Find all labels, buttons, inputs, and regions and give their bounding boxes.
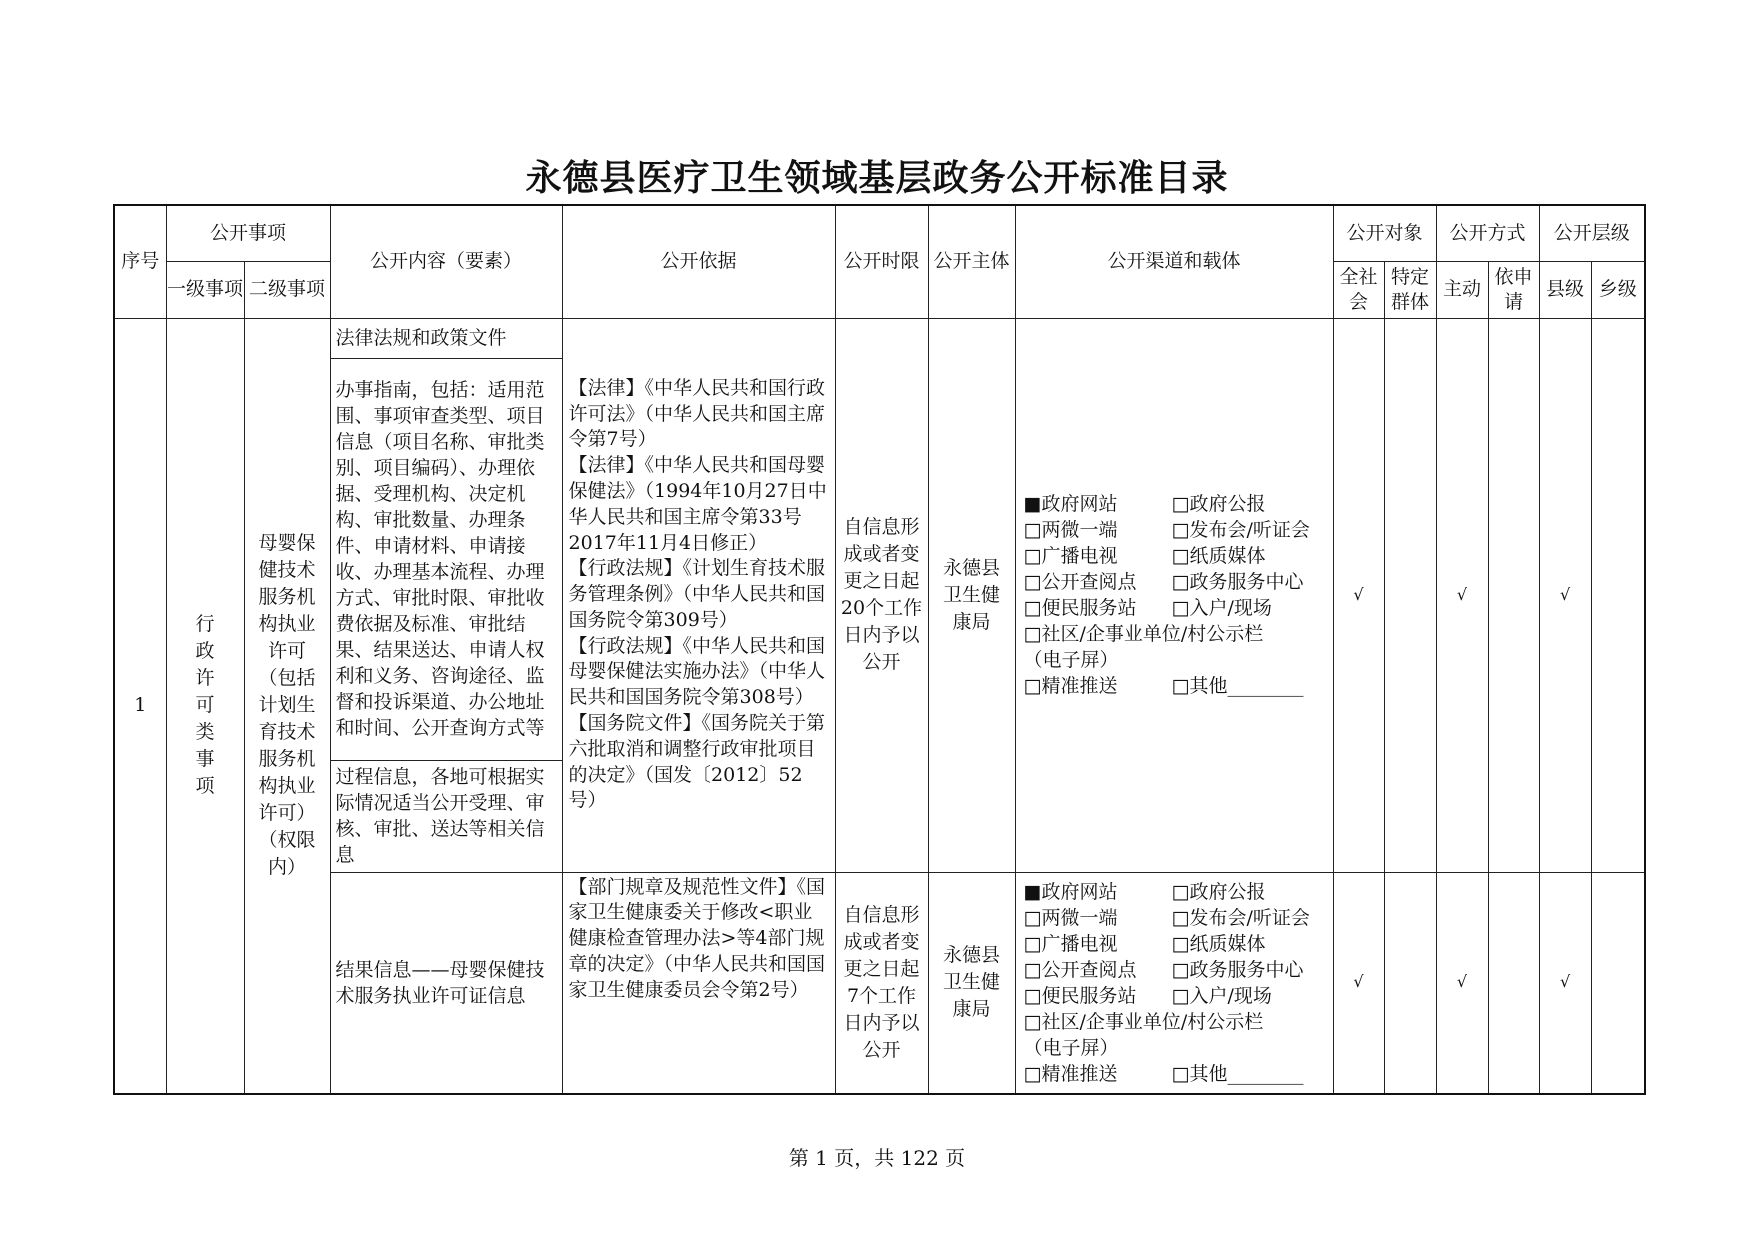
- empty-audience-specific-2: [1384, 872, 1436, 1094]
- header-channel: 公开渠道和载体: [1015, 205, 1333, 318]
- empty-level-town-2: [1591, 872, 1645, 1094]
- header-audience-group: 公开对象: [1333, 205, 1436, 261]
- cell-level2: 母婴保健技术服务机构执业许可（包括计划生育技术服务机构执业许可）（权限内）: [244, 318, 330, 1094]
- channel-community-board: □社区/企事业单位/村公示栏: [1023, 623, 1264, 645]
- header-audience-all: 全社会: [1333, 261, 1384, 318]
- content-law: 法律法规和政策文件: [330, 318, 562, 358]
- header-basis: 公开依据: [562, 205, 835, 318]
- channel-press-conf: □发布会/听证会: [1171, 519, 1310, 541]
- header-level1: 一级事项: [166, 261, 244, 318]
- header-item-group: 公开事项: [166, 205, 330, 261]
- channel-cell-1: [1015, 318, 1333, 872]
- channel-other: □其他________: [1171, 1062, 1304, 1085]
- channel-other: □其他________: [1171, 675, 1304, 697]
- channel-convenience-station: □便民服务站: [1023, 984, 1137, 1007]
- channel-two-micro: □两微一端: [1023, 519, 1118, 541]
- header-subject: 公开主体: [928, 205, 1015, 318]
- empty-method-request-2: [1488, 872, 1539, 1094]
- check-method-active-1: √: [1436, 318, 1488, 872]
- channel-gov-site: ■政府网站: [1023, 880, 1118, 903]
- channel-paper-media: □纸质媒体: [1171, 932, 1266, 955]
- header-level-group: 公开层级: [1539, 205, 1645, 261]
- header-content: 公开内容（要素）: [330, 205, 562, 318]
- basis-cell-top: [562, 318, 835, 872]
- check-method-active-2: √: [1436, 872, 1488, 1094]
- check-level-county-2: √: [1539, 872, 1591, 1094]
- basis-3: 【行政法规】《计划生育技术服务管理条例》（中华人民共和国国务院令第309号）: [568, 557, 826, 631]
- basis-5: 【国务院文件】《国务院关于第六批取消和调整行政审批项目的决定》（国发〔2012〕52号）: [568, 712, 826, 812]
- channel-broadcast: □广播电视: [1023, 545, 1118, 567]
- channel-broadcast: □广播电视: [1023, 932, 1118, 955]
- time-limit-1: 自信息形成或者变更之日起20个工作日内予以公开: [835, 318, 928, 872]
- header-level-county: 县级: [1539, 261, 1591, 318]
- header-method-request: 依申请: [1488, 261, 1539, 318]
- basis-4: 【行政法规】《中华人民共和国母婴保健法实施办法》（中华人民共和国国务院令第308号）: [568, 634, 826, 709]
- channel-community-board: □社区/企事业单位/村公示栏: [1023, 1010, 1264, 1033]
- channel-e-screen: （电子屏）: [1023, 649, 1119, 671]
- empty-method-request-1: [1488, 318, 1539, 872]
- header-level2: 二级事项: [244, 261, 330, 318]
- content-process: 过程信息，各地可根据实际情况适当公开受理、审核、审批、送达等相关信息: [330, 760, 562, 872]
- channel-door-to-door: □入户/现场: [1171, 597, 1272, 619]
- content-result: 结果信息——母婴保健技术服务执业许可证信息: [330, 872, 562, 1094]
- basis-1: 【法律】《中华人民共和国行政许可法》（中华人民共和国主席令第7号）: [568, 376, 826, 451]
- header-method-active: 主动: [1436, 261, 1488, 318]
- header-seq: 序号: [114, 205, 166, 318]
- channel-press-conf: □发布会/听证会: [1171, 906, 1310, 929]
- subject-2: 永德县卫生健康局: [928, 872, 1015, 1094]
- check-audience-all-1: √: [1333, 318, 1384, 872]
- catalog-table: [113, 204, 1646, 1095]
- empty-level-town-1: [1591, 318, 1645, 872]
- time-limit-2: 自信息形成或者变更之日起7个工作日内予以公开: [835, 872, 928, 1094]
- basis-6: 【部门规章及规范性文件】《国家卫生健康委关于修改<职业健康检查管理办法>等4部门规章的决定》（中华人民共和国国家卫生健康委员会令第2号）: [562, 872, 835, 1094]
- channel-gov-site: ■政府网站: [1023, 493, 1118, 515]
- channel-two-micro: □两微一端: [1023, 906, 1118, 929]
- empty-audience-specific-1: [1384, 318, 1436, 872]
- basis-2: 【法律】《中华人民共和国母婴保健法》（1994年10月27日中华人民共和国主席令第33号 2017年11月4日修正）: [568, 454, 827, 554]
- header-time-limit: 公开时限: [835, 205, 928, 318]
- channel-e-screen: （电子屏）: [1023, 1036, 1119, 1059]
- channel-public-reading: □公开查阅点: [1023, 571, 1137, 593]
- channel-public-reading: □公开查阅点: [1023, 958, 1137, 981]
- page-footer: 第 1 页，共 122 页: [788, 1146, 966, 1170]
- channel-cell-2: [1015, 872, 1333, 1094]
- channel-convenience-station: □便民服务站: [1023, 597, 1137, 619]
- header-audience-specific: 特定群体: [1384, 261, 1436, 318]
- channel-precise-push: □精准推送: [1023, 1062, 1118, 1085]
- channel-precise-push: □精准推送: [1023, 675, 1118, 697]
- channel-gov-gazette: □政府公报: [1171, 880, 1266, 903]
- subject-1: 永德县卫生健康局: [928, 318, 1015, 872]
- channel-service-center: □政务服务中心: [1171, 571, 1304, 593]
- page-title: 永德县医疗卫生领域基层政务公开标准目录: [525, 157, 1229, 199]
- channel-paper-media: □纸质媒体: [1171, 545, 1266, 567]
- content-guide: 办事指南，包括：适用范围、事项审查类型、项目信息（项目名称、审批类别、项目编码）、办理依据、受理机构、决定机构、审批数量、办理条件、申请材料、申请接收、办理基本流程、办理方式、审批时限、审批收费依据及标准、审批结果、结果送达、申请人权利和义务、咨询途径、监督和投诉渠道、办公地址和时间、公开查询方式等: [330, 358, 562, 760]
- check-audience-all-2: √: [1333, 872, 1384, 1094]
- header-method-group: 公开方式: [1436, 205, 1539, 261]
- check-level-county-1: √: [1539, 318, 1591, 872]
- cell-seq: 1: [114, 318, 166, 1094]
- header-level-town: 乡级: [1591, 261, 1645, 318]
- channel-door-to-door: □入户/现场: [1171, 984, 1272, 1007]
- channel-gov-gazette: □政府公报: [1171, 493, 1266, 515]
- channel-service-center: □政务服务中心: [1171, 958, 1304, 981]
- cell-level1: 行政许可类事项: [166, 318, 244, 1094]
